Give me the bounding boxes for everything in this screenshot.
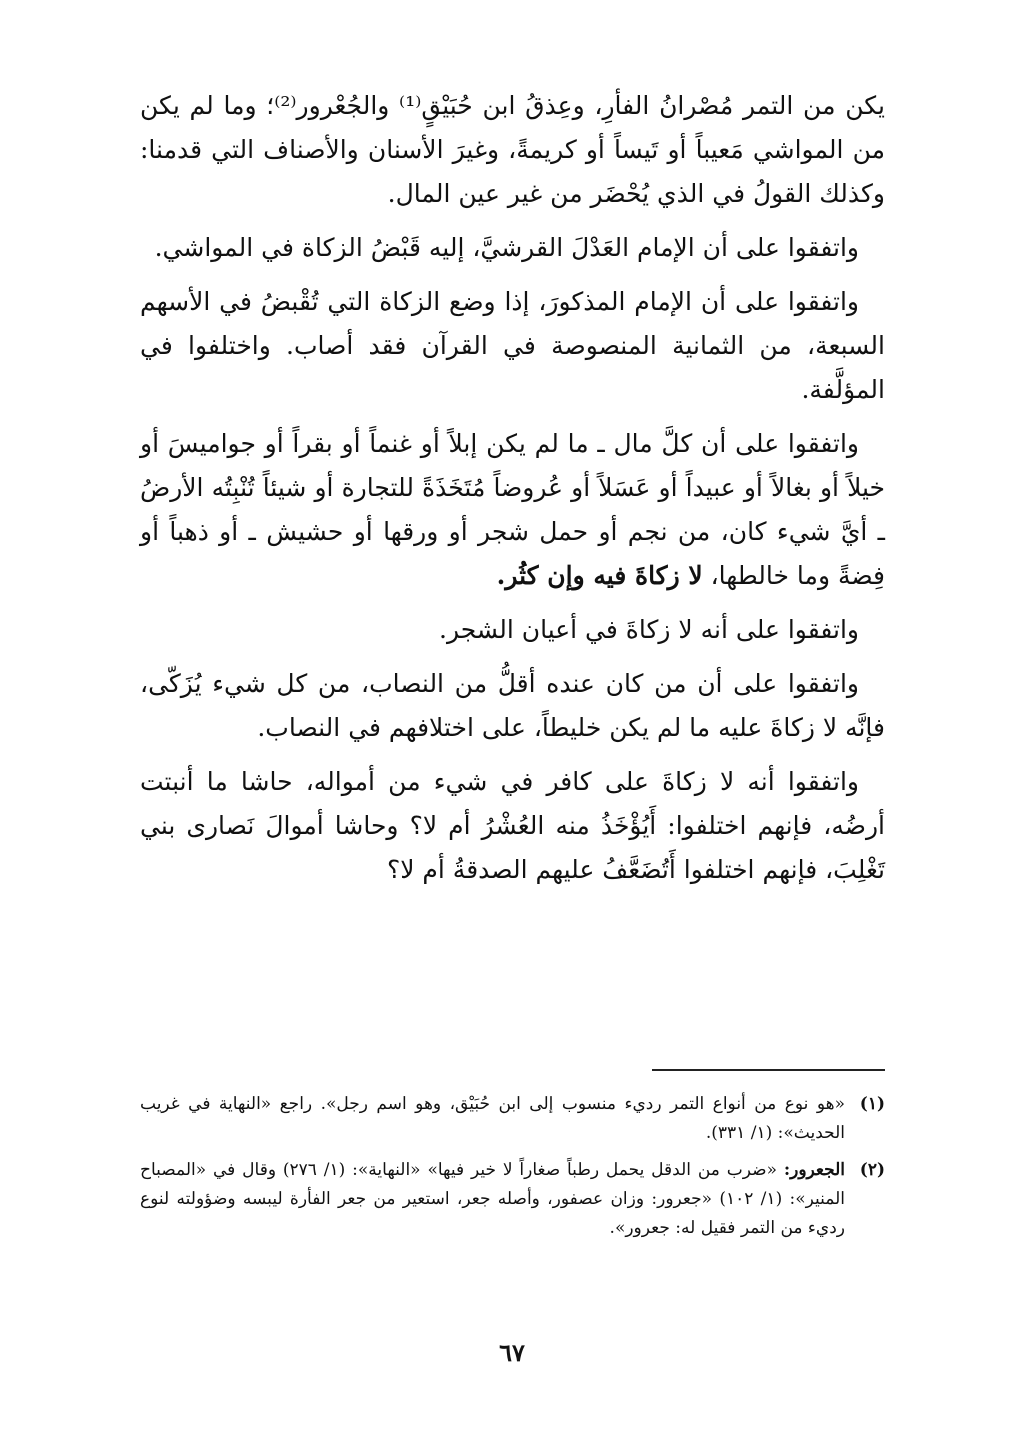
page-number: ٦٧: [499, 1338, 525, 1367]
footnote-separator: [652, 1069, 885, 1071]
paragraph-4: [140, 422, 885, 598]
paragraph-3-text: واتفقوا على أن الإمام المذكورَ، إذا وضع الزكاة التي تُقْبضُ في الأسهم السبعة، من الثمانية المنصوصة في القرآن فقد أصاب. واختلفوا في المؤلَّفة.: [140, 287, 885, 404]
footnote-1-text: «هو نوع من أنواع التمر رديء منسوب إلى ابن حُبَيْق، وهو اسم رجل». راجع «النهاية في غريب الحديث»: (١/ ٣٣١).: [140, 1094, 845, 1143]
footnote-2: [140, 1156, 885, 1243]
paragraph-7-text: واتفقوا أنه لا زكاةَ على كافر في شيء من أمواله، حاشا ما أنبتت أرضُه، فإنهم اختلفوا: أَيُؤْخَذُ منه العُشْرُ أم لا؟ وحاشا أموالَ نَصارى بني تَغْلِبَ، فإنهم اختلفوا أَتُضَعَّفُ عليهم الصدقةُ أم لا؟: [140, 767, 885, 884]
footnote-2-head: الجعرور:: [783, 1160, 845, 1180]
paragraph-1: [140, 84, 885, 216]
paragraph-6: [140, 662, 885, 750]
paragraph-5: [140, 608, 885, 652]
footnote-2-number: (٢): [859, 1160, 885, 1180]
footnote-1: [140, 1090, 885, 1148]
paragraph-2: [140, 226, 885, 270]
footnote-2-text: «ضرب من الدقل يحمل رطباً صغاراً لا خير فيها» «النهاية»: (١/ ٢٧٦) وقال في «المصباح المنير»: (١/ ١٠٢) «جعرور: وزان عصفور، وأصله جعر، استعير من جعر الفأرة ليبسه وضؤولته لنوع رديء من التمر فقيل له: جعرور».: [140, 1160, 845, 1238]
paragraph-7: [140, 760, 885, 892]
footnote-2-body: [140, 1156, 845, 1243]
paragraph-4-text: واتفقوا على أن كلَّ مال ـ ما لم يكن إبلاً أو غنماً أو بقراً أو جواميسَ أو خيلاً أو بغالاً أو عبيداً أو عَسَلاً أو عُروضاً مُتَخَذَةً للتجارة أو شيئاً تُنْبِتُه الأرضُ ـ أيَّ شيء كان، من نجم أو حمل شجر أو ورقها أو حشيش ـ أو ذهباً أو فِضةً وما خالطها،: [140, 429, 885, 590]
footnote-1-number: (١): [859, 1094, 885, 1114]
paragraph-3: [140, 280, 885, 412]
footnotes: [140, 1090, 885, 1251]
paragraph-5-text: واتفقوا على أنه لا زكاةَ في أعيان الشجر.: [439, 615, 859, 644]
paragraph-2-text: واتفقوا على أن الإمام العَدْلَ القرشيَّ، إليه قَبْضُ الزكاة في المواشي.: [154, 233, 859, 262]
paragraph-6-text: واتفقوا على أن من كان عنده أقلُّ من النصاب، من كل شيء يُزَكّى، فإنَّه لا زكاةَ عليه ما لم يكن خليطاً، على اختلافهم في النصاب.: [140, 669, 885, 742]
paragraph-1-text: يكن من التمر مُصْرانُ الفأرِ، وعِذقُ ابن حُبَيْقٍ⁽¹⁾ والجُعْرور⁽²⁾؛ وما لم يكن من المواشي مَعيباً أو تَيساً أو كريمةً، وغيرَ الأسنان والأصناف التي قدمنا: وكذلك القولُ في الذي يُحْضَر من غير عين المال.: [140, 91, 885, 208]
page-body: [140, 84, 885, 902]
paragraph-4-bold-ruling: لا زكاةَ فيه وإن كثُر.: [496, 561, 703, 590]
